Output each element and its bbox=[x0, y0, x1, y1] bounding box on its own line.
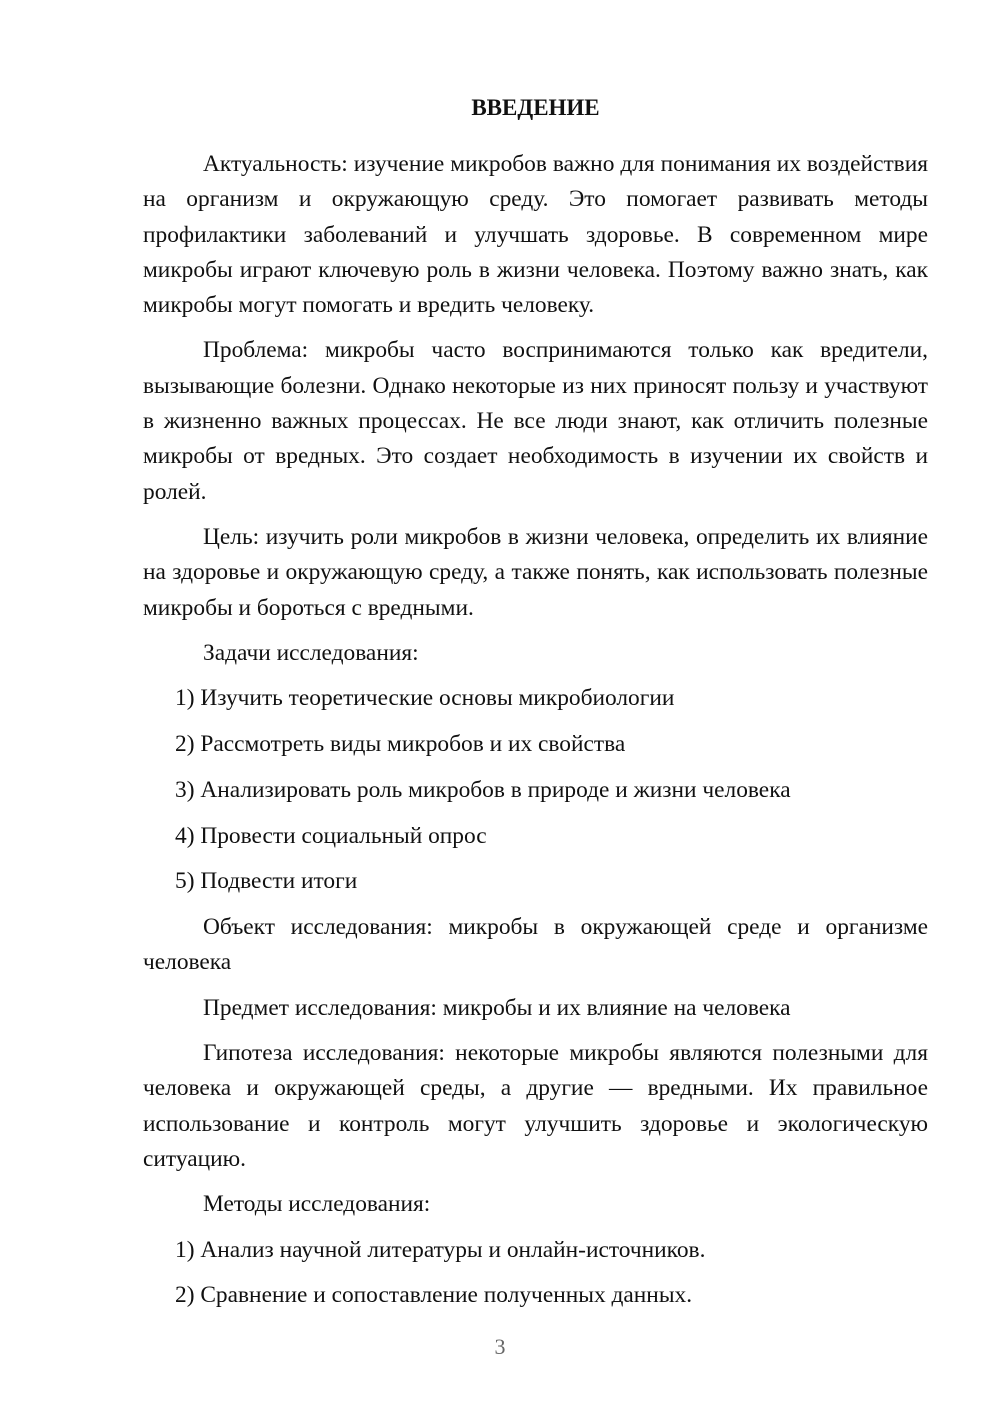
task-item: 2) Рассмотреть виды микробов и их свойства bbox=[175, 730, 626, 757]
task-item: 3) Анализировать роль микробов в природе и жизни человека bbox=[175, 776, 791, 803]
page-heading: ВВЕДЕНИЕ bbox=[471, 95, 600, 120]
goal-paragraph: Цель: изучить роли микробов в жизни человека, определить их влияние на здоровье и окружающую среду, а также понять, как использовать полезные микробы и бороться с вредными. bbox=[143, 523, 928, 621]
problem-paragraph: Проблема: микробы часто воспринимаются только как вредители, вызывающие болезни. Однако некоторые из них приносят пользу и участвуют в жизненно важных процессах. Не все люди знают, как отличить полезные микробы от вредных. Это создает необходимость в изучении их свойств и ролей. bbox=[143, 337, 928, 505]
method-item: 1) Анализ научной литературы и онлайн-источников. bbox=[175, 1236, 706, 1263]
hypothesis-paragraph: Гипотеза исследования: некоторые микробы являются полезными для человека и окружающей среды, а другие — вредными. Их правильное использование и контроль могут улучшить здоровье и экологическую ситуацию. bbox=[143, 1040, 928, 1172]
task-item: 5) Подвести итоги bbox=[175, 868, 358, 895]
object-paragraph: Объект исследования: микробы в окружающей среде и организме человека bbox=[143, 914, 928, 976]
relevance-paragraph: Актуальность: изучение микробов важно для понимания их воздействия на организм и окружающую среду. Это помогает развивать методы профилактики заболеваний и улучшать здоровье. В современном мире микробы играют ключевую роль в жизни человека. Поэтому важно знать, как микробы могут помогать и вредить человеку. bbox=[143, 151, 928, 319]
methods-heading: Методы исследования: bbox=[203, 1191, 431, 1218]
method-item: 2) Сравнение и сопоставление полученных данных. bbox=[175, 1282, 693, 1309]
page-content bbox=[143, 92, 928, 1324]
tasks-heading: Задачи исследования: bbox=[203, 639, 419, 666]
task-item: 1) Изучить теоретические основы микробиологии bbox=[175, 685, 675, 712]
task-item: 4) Провести социальный опрос bbox=[175, 822, 487, 849]
page-number: 3 bbox=[494, 1334, 506, 1359]
subject-paragraph: Предмет исследования: микробы и их влияние на человека bbox=[203, 994, 791, 1021]
